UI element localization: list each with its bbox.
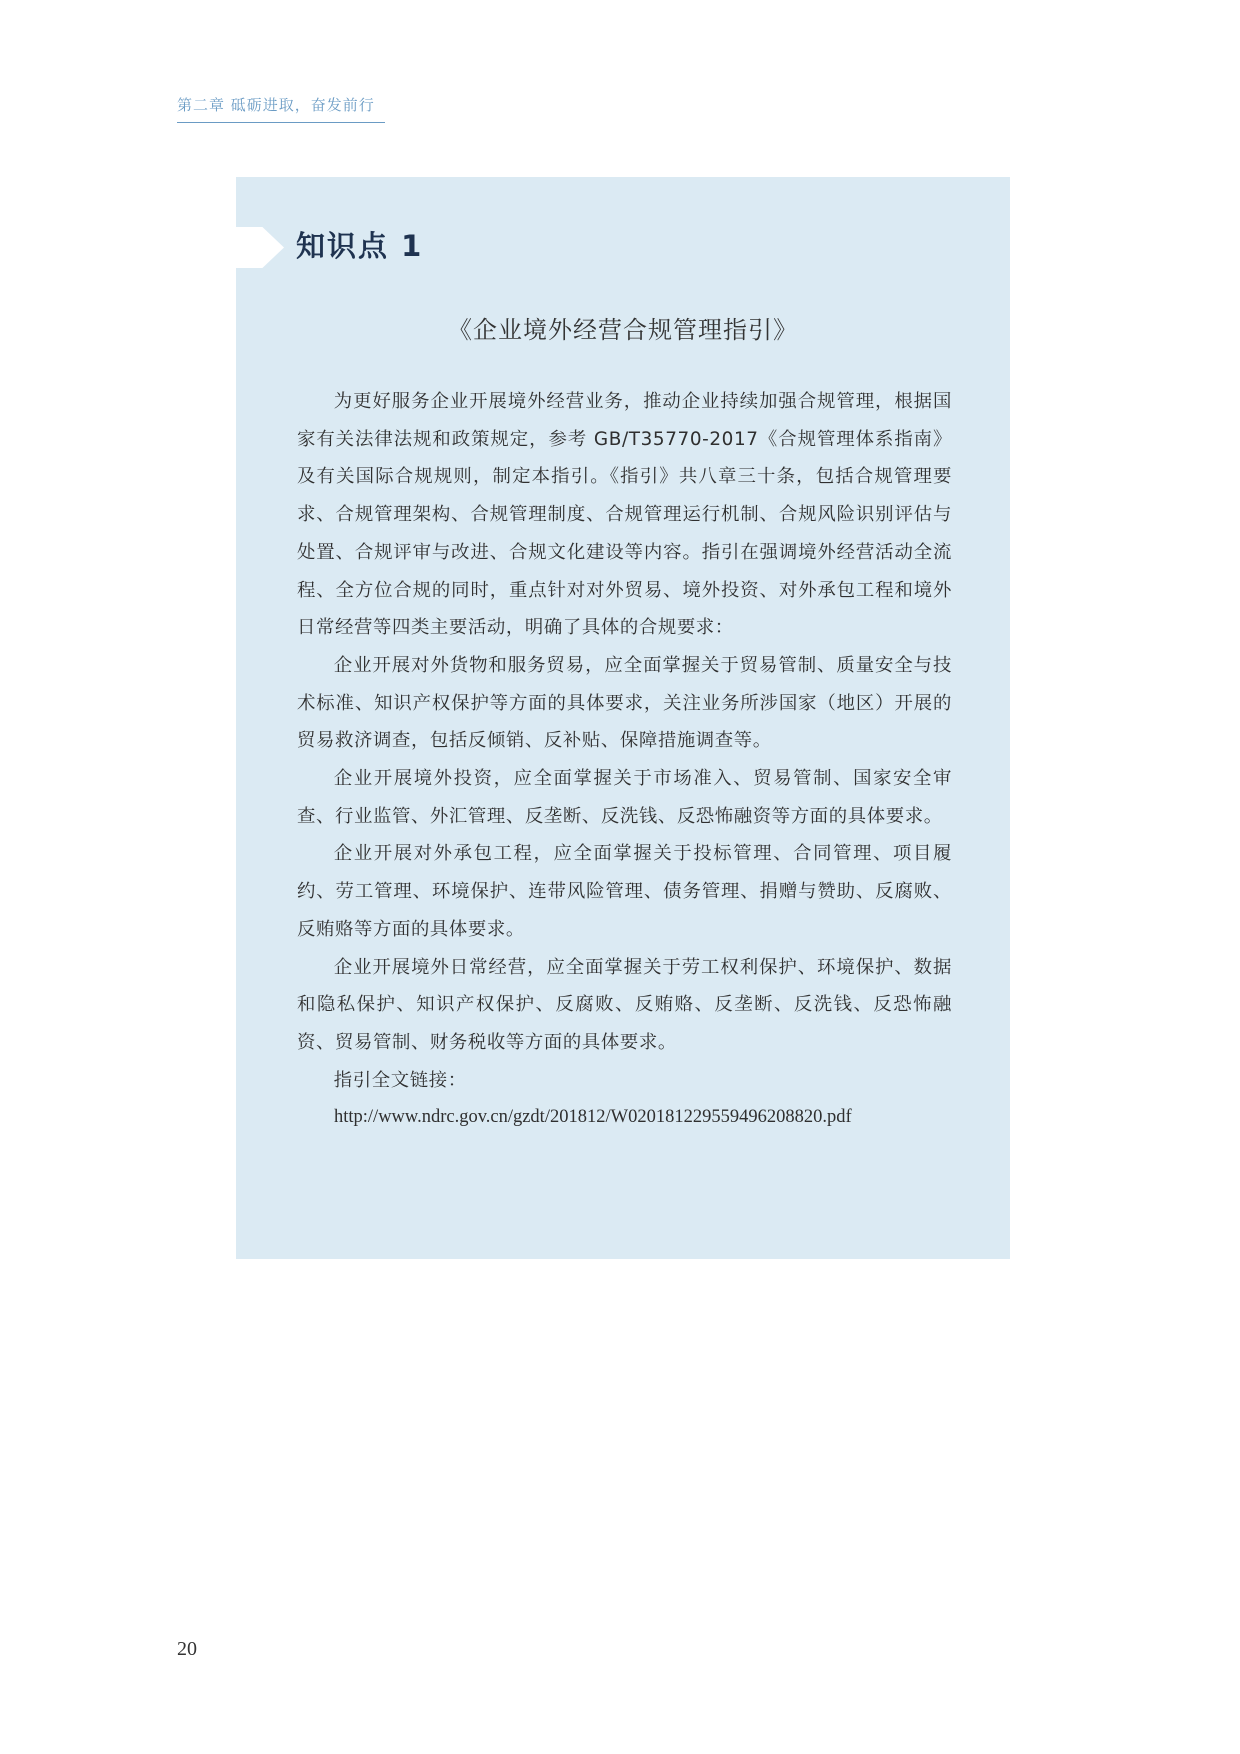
header-divider [177,122,385,123]
running-header: 第二章 砥砺进取，奋发前行 [177,96,375,114]
page-number: 20 [177,1638,197,1660]
knowledge-point-title: 知识点 1 [296,229,424,263]
document-title: 《企业境外经营合规管理指引》 [448,316,798,344]
paragraph-trade: 企业开展对外货物和服务贸易，应全面掌握关于贸易管制、质量安全与技术标准、知识产权保护等方面的具体要求，关注业务所涉国家（地区）开展的贸易救济调查，包括反倾销、反补贴、保障措施调查等。 [297,654,952,752]
paragraph-investment: 企业开展境外投资，应全面掌握关于市场准入、贸易管制、国家安全审查、行业监管、外汇管理、反垄断、反洗钱、反恐怖融资等方面的具体要求。 [297,768,952,827]
paragraph-contracting: 企业开展对外承包工程，应全面掌握关于投标管理、合同管理、项目履约、劳工管理、环境保护、连带风险管理、债务管理、捐赠与赞助、反腐败、反贿赂等方面的具体要求。 [297,843,952,940]
box-body [297,383,952,1137]
paragraph-daily-operations: 企业开展境外日常经营，应全面掌握关于劳工权利保护、环境保护、数据和隐私保护、知识产权保护、反腐败、反贿赂、反垄断、反洗钱、反恐怖融资、贸易管制、财务税收等方面的具体要求。 [297,956,952,1053]
paragraph-link-label: 指引全文链接： [333,1069,467,1091]
paragraph-intro: 为更好服务企业开展境外经营业务，推动企业持续加强合规管理，根据国家有关法律法规和政策规定，参考 GB/T35770-2017《合规管理体系指南》及有关国际合规规则，制定本指引。《指引》共八章三十条，包括合规管理要求、合规管理架构、合规管理制度、合规管理运行机制、合规风险识别评估与处置、合规评审与改进、合规文化建设等内容。指引在强调境外经营活动全流程、全方位合规的同时，重点针对对外贸易、境外投资、对外承包工程和境外日常经营等四类主要活动，明确了具体的合规要求： [297,391,952,639]
guideline-link[interactable]: http://www.ndrc.gov.cn/gzdt/201812/W020181229559496208820.pdf [334,1107,852,1128]
